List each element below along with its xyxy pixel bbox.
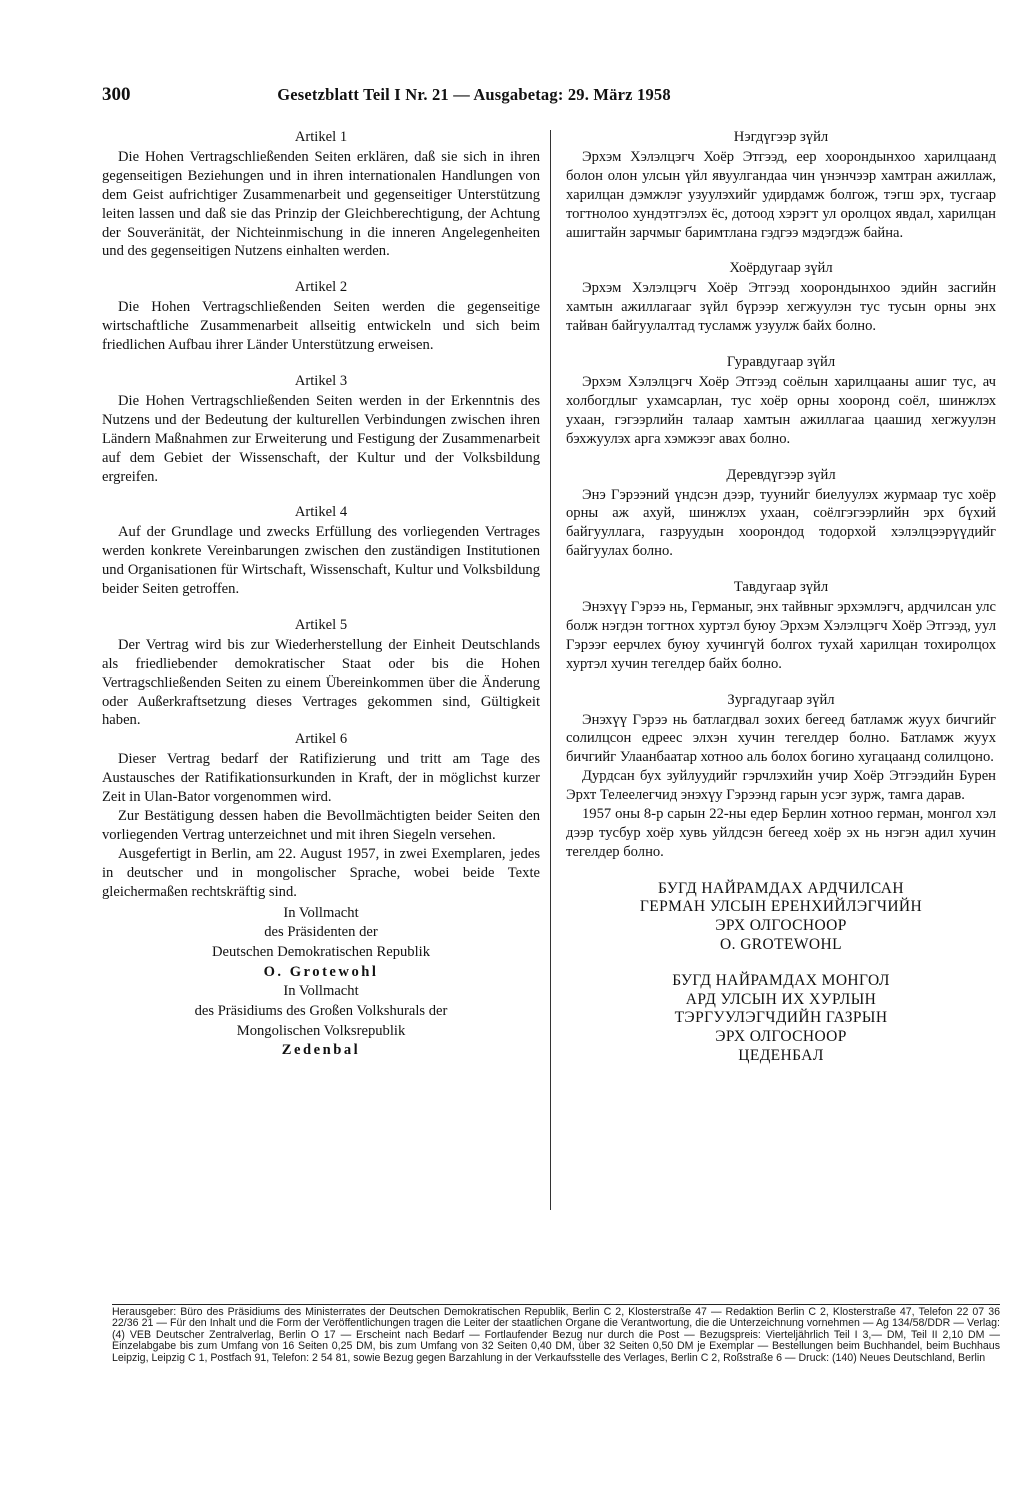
article-4 [102,503,540,599]
article-title: Хоёрдугаар зүйл [729,260,833,277]
mongolian-signature-mpr [566,972,996,1065]
signature-line: ЭРХ ОЛГОСНООР [715,917,847,934]
signature-line: ЭРХ ОЛГОСНООР [715,1027,847,1045]
article-5-mn [566,578,996,674]
signatory-name: Zedenbal [281,1042,361,1059]
column-divider [550,130,551,1210]
article-text: Die Hohen Vertragschließenden Seiten werden in der Erkenntnis des Nutzens und der Bedeutung der kulturellen Verbindungen zwischen ihren Ländern Maßnahmen zur Erweiterung und Festigung der Zusammenarbeit auf dem Gebiet der Wissenschaft, der Kultur und der Volksbildung ergreifen. [102,392,540,485]
article-6 [102,730,540,901]
article-paragraph: Энэхүү Гэрээ нь батлагдвал зохих бегеед батламж жуух бичгийг солилцсон едреес элхэн хучин тегелдер болно. Батламж жуух бичгийг Улаанбаатар хотноо аль болох богино хугацаанд солилцоно. [566,711,996,766]
article-text: Эрхэм Хэлэлцэгч Хоёр Этгээд хоорондынхоо эдийн засгийн хамтын ажиллагааг зүйл бүрээр хегжуулэн тус тусын орны энх тайван байгуулалтад тусламж узуулж байх болно. [566,280,996,335]
article-3-mn [566,353,996,449]
signature-line: ТЭРГУУЛЭГЧДИЙН ГАЗРЫН [674,1009,888,1027]
page-header [102,84,786,106]
article-paragraph: Zur Bestätigung dessen haben die Bevollmächtigten beider Seiten den vorliegenden Vertrag unterzeichnet und mit ihren Siegeln versehen. [102,808,540,843]
article-text: Эрхэм Хэлэлцэгч Хоёр Этгээд, еер хоорондынхоо харилцаанд болон олон улсын үйл явуулгандаа чин үнэнчээр хамтран ажиллаж, харилцан дэмжлэг узуулэхийг удирдамж болгож, тэгш эрх, тусгаар тогтнолоо хундэтгэлэх ёс, дотоод хэрэгт ул оролцох явдал, харилцан ашигтайн зарчмыг баримтлана гэдгээ мэдэгдэж байна. [566,148,996,241]
signatory-name: O. Grotewohl [263,963,379,980]
article-title: Artikel 1 [294,129,348,145]
article-title: Нэгдүгээр зүйл [733,129,829,145]
article-paragraph: Dieser Vertrag bedarf der Ratifizierung und tritt am Tage des Austausches der Ratifikationsurkunden in Kraft, der in möglichst kurzer Zeit in Ulan-Bator vorgenommen wird. [102,751,540,806]
article-title: Artikel 4 [294,504,348,521]
page-number: 300 [102,84,131,105]
signatory-name: O. GROTEWOHL [720,935,842,953]
signature-line: des Präsidenten der [264,924,378,941]
article-text: Die Hohen Vertragschließenden Seiten erklären, daß sie sich in ihren gegenseitigen Beziehungen und in ihren internationalen Handlungen von dem Geist aufrichtiger Zusammenarbeit und gegenseitiger Unterstützung leiten lassen und daß sie das Prinzip der Gleichberechtigung, der Achtung der Souveränität, der Nichteinmischung in die inneren Angelegenheiten und des gegenseitigen Nutzens einhalten werden. [102,148,540,260]
mongolian-column [566,128,996,1065]
article-title: Гуравдугаар зүйл [726,354,836,371]
article-3 [102,372,540,486]
article-5 [102,616,540,730]
article-text: Энэ Гэрээний үндсэн дээр, туунийг биелуулэх журмаар тус хоёр орны аж ахуй, шинжлэх ухаан, соёлгэгээрлийн эрх бүхий байгууллага, газруудын хоорондод тодорхой хэлэлцээрүүдийг байгуулах болно. [566,486,996,560]
signature-line: БУГД НАЙРАМДАХ МОНГОЛ [672,972,890,990]
article-6-mn [566,691,996,862]
article-title: Artikel 3 [294,372,348,389]
article-2 [102,278,540,355]
article-text: Die Hohen Vertragschließenden Seiten werden die gegenseitige wirtschaftliche Zusammenarbeit allseitig entwickeln und sich beim friedlichen Aufbau ihrer Länder Unterstützung erweisen. [102,299,540,354]
article-title: Тавдугаар зүйл [733,579,829,596]
german-signatures [102,904,540,1062]
signature-line: ГЕРМАН УЛСЫН ЕРЕНХИЙЛЭГЧИЙН [639,898,923,916]
article-title: Artikel 2 [294,279,348,296]
article-text: Эрхэм Хэлэлцэгч Хоёр Этгээд соёлын харилцааны ашиг тус, ач холбогдлыг ухамсарлан, тус хоёр орны хооронд соёл, шинжлэх ухаан, гэгээрлийн талаар хамтын ажиллагаа цаашид хегжуулэн бэхжуулэх арга хэмжээг авах болно. [566,373,996,447]
article-paragraph: Ausgefertigt in Berlin, am 22. August 1957, in zwei Exemplaren, jedes in deutscher und in mongolischer Sprache, wobei beide Texte gleichermaßen rechtskräftig sind. [102,845,540,900]
signature-line: БУГД НАЙРАМДАХ АРДЧИЛСАН [658,879,904,897]
article-1 [102,128,540,261]
article-2-mn [566,259,996,336]
publisher-imprint: Herausgeber: Büro des Präsidiums des Ministerrates der Deutschen Demokratischen Republik, Berlin C 2, Klosterstraße 47 — Redaktion Berlin C 2, Klosterstraße 47, Telefon 22 07 36 22/36 21 — Für den Inhalt und die Form der Veröffentlichungen tragen die Leiter der staatlichen Organe die Verantwortung, die die Unterzeichnung vornehmen — Ag 134/58/DDR — Verlag: (4) VEB Deutscher Zentralverlag, Berlin O 17 — Erscheint nach Bedarf — Fortlaufender Bezug nur durch die Post — Bezugspreis: Vierteljährlich Teil I 3,— DM, Teil II 2,10 DM — Einzelabgabe bis zum Umfang von 16 Seiten 0,25 DM, bis zum Umfang von 32 Seiten 0,40 DM, über 32 Seiten 0,50 DM je Exemplar — Bestellungen beim Buchhandel, beim Buchhaus Leipzig, Leipzig C 1, Postfach 91, Telefon: 2 54 81, sowie Bezug gegen Barzahlung in der Verkaufsstelle des Verlages, Berlin C 2, Roßstraße 6 — Druck: (140) Neues Deutschland, Berlin [112,1306,1000,1364]
mongolian-signature-gdr [566,880,996,954]
article-paragraph: Дурдсан бух зуйлуудийг гэрчлэхийн учир Хоёр Этгээдийн Бурен Эрхт Телеелегчид энэхүу Гэрээнд гарын усэг зурж, тамга дарав. [566,768,996,804]
article-text: Энэхүү Гэрээ нь, Германыг, энх тайвныг эрхэмлэгч, ардчилсан улс болж нэгдэн тогтнох хуртэл буюу Эрхэм Хэлэлцэгч Хоёр Этгээд, уул Гэрээг еерчлех буюу хучингүй болгох тухай харилцан тохиролцох хуртэл хучин тегелдер байх болно. [566,599,996,672]
signature-line: Deutschen Demokratischen Republik [211,943,431,960]
article-title: Artikel 6 [294,731,348,748]
signature-line: In Vollmacht [283,983,359,1000]
article-title: Artikel 5 [294,616,348,633]
article-text: Auf der Grundlage und zwecks Erfüllung des vorliegenden Vertrages werden konkrete Vereinbarungen zwischen den zuständigen Institutionen und Organisationen für Wirtschaft, Wissenschaft, Kultur und Volksbildung beider Seiten getroffen. [102,524,540,598]
article-paragraph: 1957 оны 8-р сарын 22-ны едер Берлин хотноо герман, монгол хэл дээр тусбур хоёр хувь уйлдсэн бегеед хоёр эх нь нэгэн адил хучин тегелдер болно. [566,806,996,860]
signatory-name: ЦЕДЕНБАЛ [738,1046,824,1064]
signature-line: Mongolischen Volksrepublik [236,1022,406,1039]
article-text: Der Vertrag wird bis zur Wiederherstellung der Einheit Deutschlands als friedliebender demokratischer Staat oder bis die Hohen Vertragschließenden Seiten zu einem Übereinkommen über die Änderung oder Außerkraftsetzung dieses Vertrages gekommen sind, Gültigkeit haben. [102,636,540,729]
article-4-mn [566,466,996,562]
article-title: Зургадугаар зүйл [727,691,835,708]
german-column [102,128,540,1061]
header-title: Gesetzblatt Teil I Nr. 21 — Ausgabetag: 29. März 1958 [277,85,671,104]
signature-line: des Präsidiums des Großen Volkshurals der [194,1003,448,1020]
article-title: Деревдүгээр зүйл [726,466,836,483]
article-1-mn [566,128,996,242]
signature-line: In Vollmacht [283,904,359,921]
signature-line: АРД УЛСЫН ИХ ХУРЛЫН [685,990,877,1008]
